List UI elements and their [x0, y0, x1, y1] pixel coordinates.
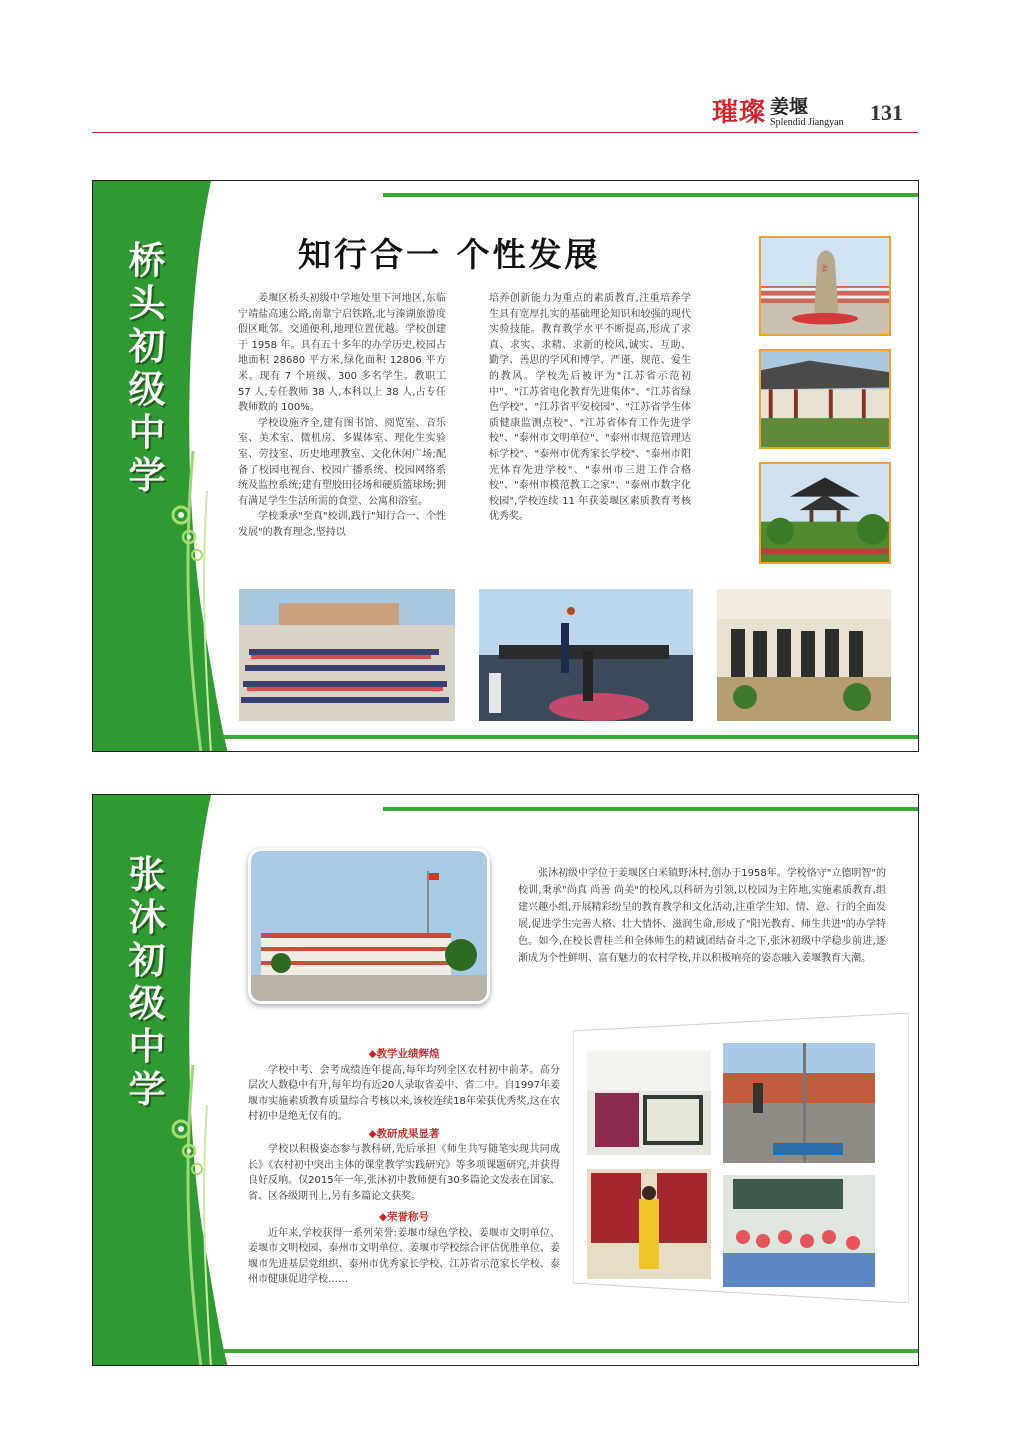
masthead	[712, 92, 844, 129]
page-number: 131	[870, 100, 903, 125]
school2-vertical-title: 张沐初级中学	[128, 852, 166, 1111]
exhibition-board-photo	[587, 1051, 711, 1155]
high-jump-photo	[723, 1043, 875, 1163]
stone-monument-photo	[759, 236, 891, 336]
school1-panel	[92, 180, 919, 752]
paragraph: 学校秉承"至真"校训,践行"知行合一、个性发展"的教育理念,坚持以	[238, 511, 446, 538]
basketball-photo	[479, 589, 693, 721]
school1-text-col1	[238, 291, 446, 541]
brand-english: Splendid Jiangyan	[770, 117, 844, 128]
paragraph: 培养创新能力为重点的素质教育,注重培养学生具有宽厚扎实的基础理论知识和较强的现代实验技能。教育教学水平不断提高,形成了求真、求实、求精、求新的校风,诚实、互助、勤学、善思的学风和博学、严谨、规范、爱生的教风。学校先后被评为"江苏省示范初中"、"江苏省电化教育先进集体"、"江苏省绿色学校"、"江苏省平安校园"、"江苏省学生体质健康监测点校"、"江苏省体育工作先进学校"、"泰州市文明单位"、"泰州市规范管理达标学校"、"泰州市优秀家长学校"、"泰州市阳光体育先进学校"、"泰州市三进工作合格校"、"泰州市模范教工之家"、"泰州市数字化校园",学校连续 11 年获姜堰区素质教育考核优秀奖。	[489, 293, 691, 523]
brand-place: 姜堰	[770, 96, 809, 118]
section-text: 学校以积极姿态参与教科研,先后承担《师生共写随笔实现共同成长》《农村初中突出主体的课堂教学实践研究》等多项课题研究,并获得良好反响。仅2015年一年,张沐初中教师便有30多篇论文发表在国家、省、区各级期刊上,另有多篇论文获奖。	[248, 1144, 560, 1202]
corridor-photo	[759, 349, 891, 449]
top-green-rule	[383, 807, 919, 811]
school1-headline: 知行合一 个性发展	[298, 235, 601, 274]
brand-title: 璀璨	[712, 98, 767, 128]
photo-gallery	[573, 1013, 909, 1303]
bottom-green-rule	[223, 735, 919, 739]
top-green-rule	[383, 193, 919, 197]
bottom-green-rule	[223, 1349, 919, 1353]
paragraph: 张沐初级中学位于姜堰区白米镇野沐村,创办于1958年。学校恪守"立德明智"的校训,秉承"尚真 尚善 尚美"的校风,以科研为引领,以校园为主阵地,实施素质教育,组建兴趣小组,开展精彩纷呈的教育教学和文化活动,注重学生知、情、意、行的全面发展,促进学生完善人格、壮大情怀、滋润生命,形成了"阳光教育、师生共进"的办学特色。如今,在校长曹桂兰和全体师生的精诚团结奋斗之下,张沐初级中学稳步前进,逐渐成为个性鲜明、富有魅力的农村学校,并以积极响亮的姿态融入姜堰教育大潮。	[518, 868, 886, 964]
school-building-photo	[251, 851, 487, 1001]
section-text: 近年来,学校获得一系列荣誉:姜堰市绿色学校、姜堰市文明单位、姜堰市文明校园、泰州市文明单位、姜堰市学校综合评估优胜单位、姜堰市先进基层党组织、泰州市优秀家长学校、江苏省示范家长学校、泰州市健康促进学校……	[248, 1227, 560, 1285]
school1-text-col2	[489, 291, 691, 525]
paragraph: 姜堰区桥头初级中学地处里下河地区,东临宁靖盐高速公路,南靠宁启铁路,北与溱湖旅游度假区毗邻。交通便利,地理位置优越。学校创建于 1958 年。具有五十多年的办学历史,校园占地面积 28680 平方米,绿化面积 12806 平方米。现有 7 个班级、300 多名学生。教职工 57 人,专任教师 38 人,本科以上 38 人,占专任教师数的 100%。	[238, 293, 446, 414]
header-divider	[92, 132, 918, 133]
section-heading: ◆荣誉称号	[378, 1211, 430, 1223]
school1-vertical-title: 桥头初级中学	[128, 238, 166, 497]
school2-intro	[518, 865, 886, 967]
paragraph: 学校设施齐全,建有图书馆、阅览室、音乐室、美术室、微机房、多媒体室、理化生实验室、劳技室、历史地理教室、文化休闲广场;配备了校园电视台、校园广播系统、校园网络系统及监控系统;建有塑胶田径场和硬质篮球场;拥有满足学生生活所需的食堂、公寓和浴室。	[238, 417, 446, 507]
brand-sub	[770, 97, 844, 129]
svg-text:姜: 姜	[821, 264, 828, 273]
school2-panel	[92, 794, 919, 1366]
section-text: 学校中考、会考成绩连年提高,每年均列全区农村初中前茅。高分层次人数稳中有升,每年均有近20人录取省姜中、省二中。自1997年姜堰市实施素质教育质量综合考核以来,该校连续18年荣获优秀奖,这在农村初中是绝无仅有的。	[248, 1064, 560, 1122]
classroom-photo	[723, 1175, 875, 1287]
teachers-group-photo	[717, 589, 891, 721]
student-award-photo	[587, 1169, 711, 1279]
student-exercise-photo	[239, 589, 455, 721]
pavilion-photo	[759, 462, 891, 564]
section-heading: ◆教学业绩辉煌	[368, 1048, 440, 1060]
school2-sections	[248, 1045, 560, 1288]
section-heading: ◆教研成果显著	[368, 1127, 440, 1140]
